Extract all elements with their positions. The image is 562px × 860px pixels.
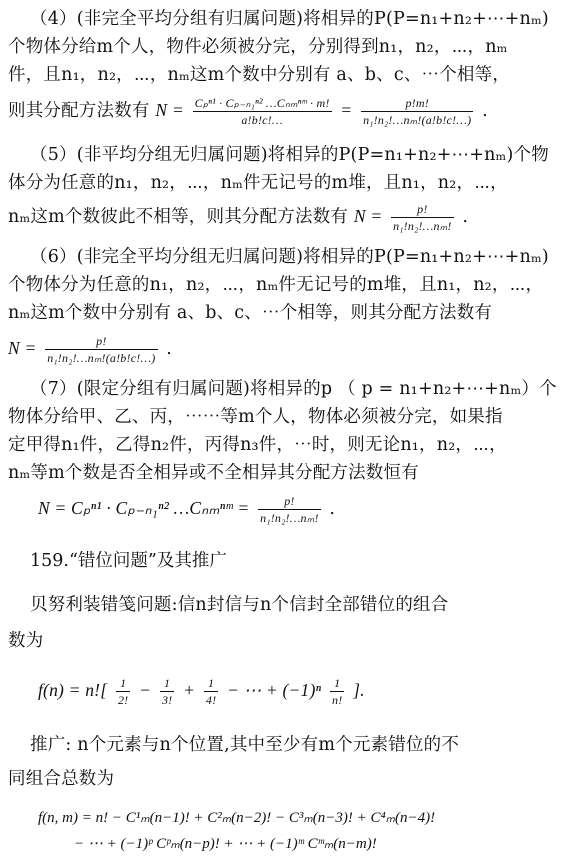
p4-line3: 件，且n₁，n₂，⋯，nₘ这m个数中分别有 a、b、c、⋯个相等， xyxy=(8,65,511,85)
p7-fraction-numerator: p! xyxy=(258,494,320,510)
p4-formula-eq: = xyxy=(340,100,353,120)
p5-line3 xyxy=(8,202,468,233)
derangement-term-1-numerator: 1 xyxy=(116,676,130,692)
derangement-end: ]. xyxy=(353,680,365,700)
p4-fraction-1-denominator: a!b!c!… xyxy=(241,113,283,127)
p5-fraction xyxy=(391,202,453,233)
p7-formula xyxy=(38,494,335,525)
p4-line4 xyxy=(8,96,488,127)
p7-fraction-denominator: n₁!n₂!…nₘ! xyxy=(260,511,319,525)
p5-fraction-numerator: p! xyxy=(391,202,453,218)
derangement-term-1-denominator: 2! xyxy=(117,693,129,707)
derangement-term-4-numerator: 1 xyxy=(330,676,344,692)
s159-line1: 贝努利装错笺问题:信n封信与n个信封全部错位的组合 xyxy=(30,595,449,615)
derangement-term-3-denominator: 4! xyxy=(205,693,217,707)
section-159-heading: 159.“错位问题”及其推广 xyxy=(30,551,227,571)
s159-ext-line2: 同组合总数为 xyxy=(8,769,115,789)
p7-fraction xyxy=(258,494,320,525)
p6-formula-lhs: N = xyxy=(8,338,37,358)
p4-fraction-1-numerator: Cₚⁿ¹ · Cₚ₋ₙ₁ⁿ² …Cₙₘⁿᵐ · m! xyxy=(194,96,330,110)
s159-line2: 数为 xyxy=(8,631,44,651)
p4-end: . xyxy=(482,101,488,121)
p6-fraction xyxy=(45,334,157,365)
p6-fraction-denominator: n₁!n₂!…nₘ!(a!b!c!…) xyxy=(47,351,156,365)
p5-line2: 体分为任意的n₁，n₂，⋯，nₘ件无记号的m堆，且n₁，n₂，⋯， xyxy=(8,173,508,193)
s159-ext-line1: 推广: n个元素与n个位置,其中至少有m个元素错位的不 xyxy=(30,735,460,755)
derangement-term-2-denominator: 3! xyxy=(161,693,173,707)
p4-line4-text: 则其分配方法数有 xyxy=(8,101,150,121)
p6-line1: （6）(非完全平均分组无归属问题)将相异的P(P=n₁+n₂+⋯+nₘ) xyxy=(30,247,549,267)
p7-end: . xyxy=(329,499,336,519)
p6-fraction-numerator: p! xyxy=(45,334,157,350)
p7-formula-lhs: N = Cₚⁿ¹ · Cₚ₋ₙ₁ⁿ² …Cₙₘⁿᵐ = xyxy=(38,498,250,518)
p5-end: . xyxy=(462,207,469,227)
derangement-term-2-numerator: 1 xyxy=(160,676,174,692)
p5-fraction-denominator: n₁!n₂!…nₘ! xyxy=(393,219,452,233)
p6-line2: 个物体分为任意的n₁，n₂，⋯，nₘ件无记号的m堆，且n₁，n₂，⋯， xyxy=(8,275,544,295)
derangement-term-1 xyxy=(116,676,130,707)
p5-line1: （5）(非平均分组无归属问题)将相异的P(P=n₁+n₂+⋯+nₘ)个物 xyxy=(30,145,549,165)
p7-line3: 定甲得n₁件，乙得n₂件，丙得n₃件，⋯时，则无论n₁，n₂，⋯， xyxy=(8,435,507,455)
p6-end: . xyxy=(166,339,173,359)
generalized-formula-line2: − ⋯ + (−1)ᵖ Cᵖₘ(n−p)! + ⋯ + (−1)ᵐ Cᵐₘ(n−m)! xyxy=(74,836,377,852)
derangement-term-2 xyxy=(160,676,174,707)
p6-line4 xyxy=(8,334,172,365)
p7-line2: 物体分给甲、乙、丙，⋯⋯等m个人，物体必须被分完，如果指 xyxy=(8,407,503,427)
derangement-term-4-denominator: n! xyxy=(332,693,343,707)
derangement-lhs: f(n) = n![ xyxy=(38,680,108,700)
p4-fraction-2-denominator: n₁!n₂!…nₘ!(a!b!c!…) xyxy=(363,113,472,127)
p5-line3-text: nₘ这m个数彼此不相等，则其分配方法数有 xyxy=(8,207,349,227)
p4-fraction-2-numerator: p!m! xyxy=(361,96,473,112)
derangement-op-1: − xyxy=(139,680,152,700)
derangement-term-3 xyxy=(204,676,218,707)
derangement-formula xyxy=(38,676,365,707)
derangement-term-3-numerator: 1 xyxy=(204,676,218,692)
derangement-op-2: + xyxy=(183,680,196,700)
p7-line1: （7）(限定分组有归属问题)将相异的p （ p = n₁+n₂+⋯+nₘ）个 xyxy=(30,379,557,399)
p4-line1: （4）(非完全平均分组有归属问题)将相异的P(P=n₁+n₂+⋯+nₘ) xyxy=(30,9,549,29)
generalized-formula-line1: f(n, m) = n! − C¹ₘ(n−1)! + C²ₘ(n−2)! − C³ₘ(n−3)! + C⁴ₘ(n−4)! xyxy=(38,810,436,826)
p4-line2: 个物体分给m个人，物件必须被分完，分别得到n₁，n₂，⋯，nₘ xyxy=(8,37,508,57)
p7-line4: nₘ等m个数是否全相异或不全相异其分配方法数恒有 xyxy=(8,463,419,483)
p4-fraction-2 xyxy=(361,96,473,127)
p4-formula-lhs: N = xyxy=(155,100,184,120)
p5-formula-lhs: N = xyxy=(353,206,383,226)
derangement-middle: − ⋯ + (−1)ⁿ xyxy=(227,680,322,700)
p6-line3: nₘ这m个数中分别有 a、b、c、⋯个相等，则其分配方法数有 xyxy=(8,303,493,323)
derangement-term-4 xyxy=(330,676,344,707)
p4-fraction-1 xyxy=(193,96,332,127)
